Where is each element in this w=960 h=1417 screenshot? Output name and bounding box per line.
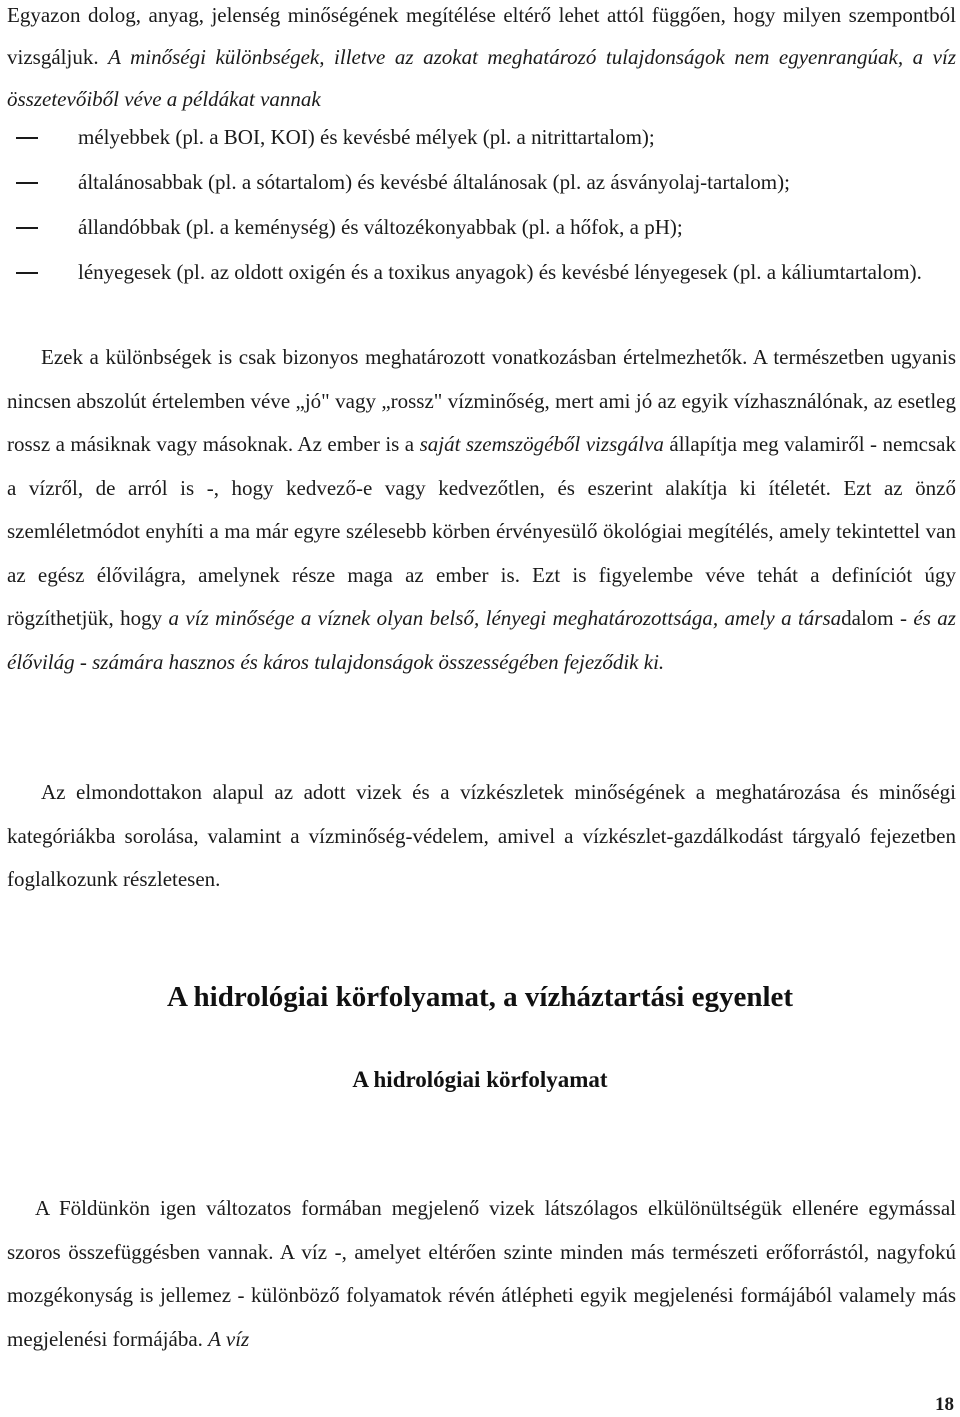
water-quality-definition-paragraph xyxy=(7,336,956,684)
paragraph-text: dalom - xyxy=(841,606,914,630)
paragraph-text: Ezek a különbségek is csak bizonyos meghatározott vonatkozásban értelmezhetők. A természetben ugyanis nincsen abszolút értelemben véve „jó" vagy „rossz" vízminőség, mert ami jó az egyik vízhasználónak, az esetleg rossz a másiknak vagy másoknak. Az ember is a xyxy=(7,345,956,456)
list-item: állandóbbak (pl. a keménység) és változékonyabbak (pl. a hőfok, a pH); xyxy=(0,205,956,250)
paragraph-text: állapítja meg valamiről - nemcsak a vízről, de arról is -, hogy kedvező-e vagy kedvezőtlen, és eszerint alakítja ki ítéletét. Ezt az önző szemléletmódot enyhíti a ma már egyre szélesebb körben érvényesülő ökológiai megítélés, amely tekintettel van az egész élővilágra, amelynek része maga az ember is. Ezt is figyelembe véve tehát a definíciót úgy rögzíthetjük, hogy xyxy=(7,432,956,630)
list-item: általánosabbak (pl. a sótartalom) és kevésbé általánosak (pl. az ásványolaj-tartalom); xyxy=(0,160,956,205)
page-number: 18 xyxy=(935,1394,954,1415)
intro-sentence-2: A minőségi különbségek, illetve az azokat meghatározó tulajdonságok nem egyenrangúak, a víz összetevőiből véve a példákat vannak xyxy=(7,45,957,111)
intro-sentence-1: Egyazon dolog, anyag, jelenség minőségének megítélése eltérő lehet attól függően, hogy milyen szempontból vizsgáljuk. xyxy=(7,3,956,69)
definition-text: és az élővilág - számára hasznos és káros tulajdonságok összességében fejeződik ki. xyxy=(7,606,956,674)
list-item: mélyebbek (pl. a BOI, KOI) és kevésbé mélyek (pl. a nitrittartalom); xyxy=(0,115,956,160)
section-heading: A hidrológiai körfolyamat xyxy=(352,1067,608,1092)
intro-paragraph xyxy=(7,0,956,120)
summary-paragraph: Az elmondottakon alapul az adott vizek és a vízkészletek minőségének a meghatározása és minőségi kategóriákba sorolása, valamint a vízminőség-védelem, amivel a vízkészlet-gazdálkodást tárgyaló fejezetben foglalkozunk részletesen. xyxy=(7,780,956,891)
hydrological-cycle-paragraph xyxy=(7,1187,956,1361)
list-item: lényegesek (pl. az oldott oxigén és a toxikus anyagok) és kevésbé lényegesek (pl. a káliumtartalom). xyxy=(0,250,956,295)
chapter-heading: A hidrológiai körfolyamat, a vízháztartási egyenlet xyxy=(166,981,794,1013)
emphasis-text: A víz xyxy=(208,1326,250,1351)
paragraph-text: A Földünkön igen változatos formában megjelenő vizek látszólagos elkülönültségük ellenére egymással szoros összefüggésben vannak. A víz -, amelyet eltérően szinte minden más természeti erőforrástól, nagyfokú mozgékonyság is jellemez - különböző folyamatok révén átlépheti egyik megjelenési formájából valamely más megjelenési formájába. xyxy=(7,1196,956,1351)
emphasis-text: saját szemszögéből vizsgálva xyxy=(419,432,664,456)
quality-differences-list xyxy=(0,115,956,295)
definition-text: a víz minősége a víznek olyan belső, lényegi meghatározottsága, amely a társa xyxy=(168,606,842,630)
